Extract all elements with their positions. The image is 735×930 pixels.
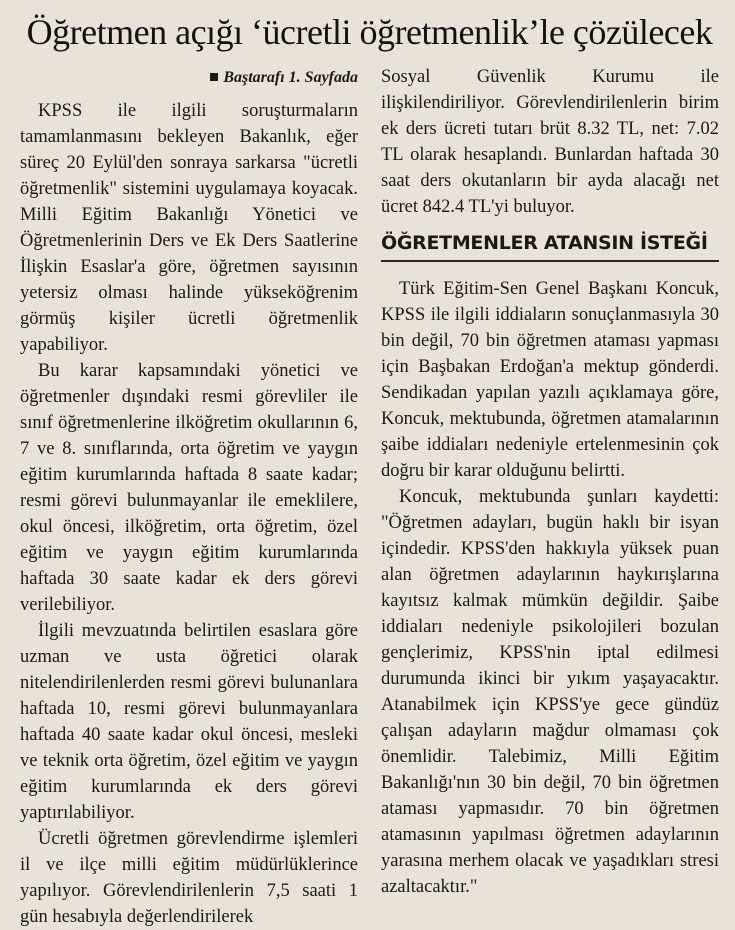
article-columns: [20, 64, 719, 930]
continued-from-text: Baştarafı 1. Sayfada: [223, 69, 358, 86]
subheading-spacer: [381, 262, 719, 276]
left-column: [20, 64, 358, 930]
paragraph: Türk Eğitim-Sen Genel Başkanı Koncuk, KPSS ile ilgili iddiaların sonuçlanmasıyla 30 bin değil, 70 bin öğretmen ataması yapması için Başbakan Erdoğan'a mektup gönderdi. Sendikadan yapılan yazılı açıklamaya göre, Koncuk, mektubunda, öğretmen atamalarının şaibe iddiaları nedeniyle ertelenmesinin çok doğru bir karar olduğunu belirtti.: [381, 279, 719, 481]
continued-from-note: [20, 68, 358, 88]
section-subheading: ÖĞRETMENLER ATANSIN İSTEĞİ: [381, 230, 719, 262]
headline: Öğretmen açığı ‘ücretli öğretmenlik’le çözülecek: [26, 12, 713, 52]
right-column: [381, 64, 719, 930]
paragraph: Koncuk, mektubunda şunları kaydetti: "Öğretmen adayları, bugün haklı bir isyan içindedir. KPSS'den hakkıyla yüksek puan alan öğretmen adaylarının haykırışlarına kayıtsız kalmak mümkün değildir. Şaibe iddiaları nedeniyle psikolojileri bozulan gençlerimiz, KPSS'nin iptal edilmesi durumunda ikinci bir yıkım yaşayacaktır. Atanabilmek için KPSS'ye gece gündüz çalışan adayların mağdur olmaması çok önemlidir. Talebimiz, Milli Eğitim Bakanlığı'nın 30 bin değil, 70 bin öğretmen ataması yapmasıdır. 70 bin öğretmen atamasının yapılması öğretmen adaylarının yarasına merhem olacak ve yaşadıkları stresi azaltacaktır.": [381, 487, 719, 897]
paragraph: İlgili mevzuatında belirtilen esaslara göre uzman ve usta öğretici olarak nitelendirilenlerden resmi görevi bulunanlara haftada 10, resmi görevi bulunmayanlara haftada 40 saate kadar okul öncesi, mesleki ve teknik orta öğretim, özel eğitim ve yaygın eğitim kurumlarında ek ders görevi yaptırılabiliyor.: [20, 621, 358, 823]
paragraph: Bu karar kapsamındaki yönetici ve öğretmenler dışındaki resmi görevliler ile sınıf öğretmenlerine ilköğretim okullarının 6, 7 ve 8. sınıflarında, orta öğretim ve yaygın eğitim kurumlarında haftada 8 saate kadar; resmi görevi bulunmayanlar ile emeklilere, okul öncesi, ilköğretim, orta öğretim, özel eğitim ve yaygın eğitim kurumlarında haftada 30 saate kadar ek ders görevi verilebiliyor.: [20, 361, 358, 615]
square-bullet-icon: [210, 73, 218, 81]
paragraph: Ücretli öğretmen görevlendirme işlemleri il ve ilçe milli eğitim müdürlüklerince yapılıyor. Görevlendirilenlerin 7,5 saati 1 gün hesabıyla değerlendirilerek: [20, 829, 358, 927]
paragraph: KPSS ile ilgili soruşturmaların tamamlanmasını bekleyen Bakanlık, eğer süreç 20 Eylül'den sonraya sarkarsa "ücretli öğretmenlik" sistemini uygulamaya koyacak. Milli Eğitim Bakanlığı Yönetici ve Öğretmenlerinin Ders ve Ek Ders Saatlerine İlişkin Esaslar'a göre, öğretmen sayısının yetersiz olması halinde yükseköğrenim görmüş kişiler ücretli öğretmenlik yapabiliyor.: [20, 101, 358, 355]
paragraph-continuation: Sosyal Güvenlik Kurumu ile ilişkilendiriliyor. Görevlendirilenlerin birim ek ders ücreti tutarı brüt 8.32 TL, net: 7.02 TL olarak hesaplandı. Bunlardan haftada 30 saat ders okutanların bir ayda alacağı net ücret 842.4 TL'yi buluyor.: [381, 67, 719, 217]
